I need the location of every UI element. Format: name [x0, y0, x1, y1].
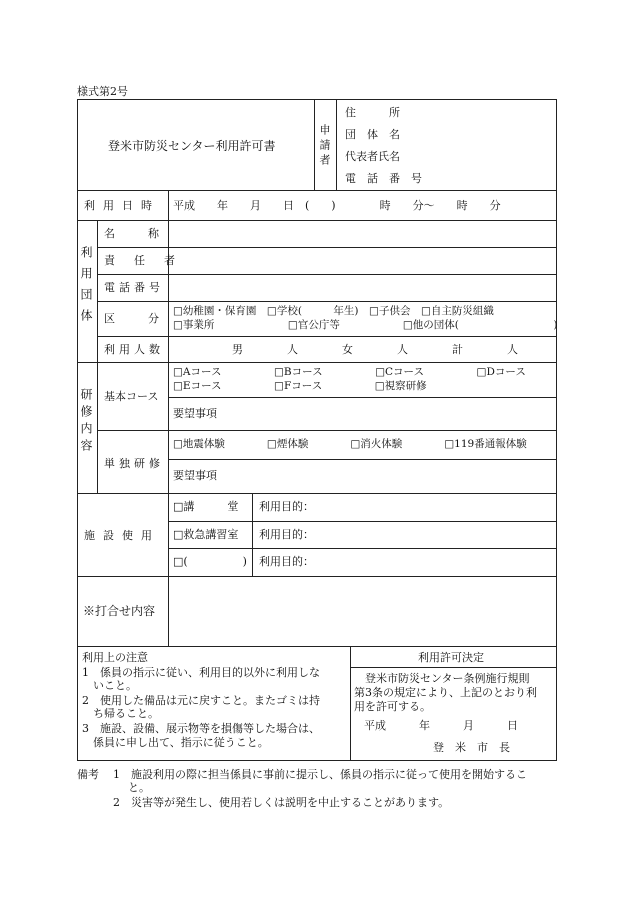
row-divider: [77, 362, 557, 363]
row-divider: [77, 646, 557, 647]
basic-course-options-line1[interactable]: □Aコース □Bコース □Cコース □Dコース: [173, 366, 526, 378]
column-divider: [350, 646, 351, 761]
single-training-request-label: 要望事項: [173, 469, 217, 482]
form-number: 様式第2号: [77, 85, 128, 98]
facility-hall-purpose: 利用目的：: [259, 500, 314, 513]
basic-course-label: 基本コース: [104, 390, 159, 403]
group-label: 利用団体: [79, 246, 93, 330]
usage-datetime-value[interactable]: 平成 年 月 日 ( ) 時 分〜 時 分: [173, 199, 501, 212]
applicant-phone-label: 電 話 番 号: [345, 172, 422, 185]
decision-text-line: 第3条の規定により、上記のとおり利: [354, 686, 537, 699]
column-divider: [336, 99, 337, 190]
row-divider: [97, 247, 557, 248]
form-title: 登米市防災センター利用許可書: [108, 139, 276, 153]
row-divider: [77, 493, 557, 494]
row-divider: [168, 521, 557, 522]
facility-other-purpose: 利用目的：: [259, 555, 314, 568]
row-divider: [97, 274, 557, 275]
group-manager-label: 責 任 者: [104, 254, 179, 267]
facility-hall-option[interactable]: □講 堂: [173, 500, 239, 513]
category-options-line1[interactable]: □幼稚園・保育園 □学校( 年生) □子供会 □自主防災組織: [173, 305, 494, 317]
applicant-group-name-label: 団 体 名: [345, 128, 400, 141]
column-divider: [97, 220, 98, 362]
usage-datetime-label: 利用日時: [84, 199, 160, 212]
category-options-line2[interactable]: □事業所 □官公庁等 □他の団体( ): [173, 319, 558, 331]
single-training-label: 単独研修: [104, 457, 164, 470]
decision-text-line: 登米市防災センター条例施行規則: [354, 672, 530, 685]
row-divider: [97, 336, 557, 337]
single-training-options[interactable]: □地震体験 □煙体験 □消火体験 □119番通報体験: [173, 438, 527, 450]
remark-line: と。: [128, 781, 150, 794]
remark-line: 1 施設利用の際に担当係員に事前に提示し、係員の指示に従って使用を開始するこ: [113, 768, 527, 781]
basic-course-options-line2[interactable]: □Eコース □Fコース □視察研修: [173, 380, 427, 392]
column-divider: [97, 362, 98, 493]
group-phone-label: 電話番号: [104, 281, 164, 294]
group-count-label: 利用人数: [104, 343, 164, 356]
row-divider: [168, 548, 557, 549]
mayor-signature: 登 米 市 長: [433, 741, 510, 754]
row-divider: [77, 190, 557, 191]
row-divider: [77, 576, 557, 577]
group-category-label: 区 分: [104, 312, 159, 325]
row-divider: [350, 667, 557, 668]
row-divider: [168, 397, 557, 398]
decision-text-line: 用を許可する。: [354, 700, 431, 713]
row-divider: [97, 430, 557, 431]
notes-title: 利用上の注意: [82, 651, 148, 664]
training-label: 研修内容: [79, 388, 93, 456]
note-line: ち帰ること。: [82, 707, 159, 720]
note-line: 1 係員の指示に従い、利用目的以外に利用しな: [82, 666, 320, 679]
column-divider: [252, 493, 253, 576]
decision-title: 利用許可決定: [418, 651, 484, 664]
remark-line: 2 災害等が発生し、使用若しくは説明を中止することがあります。: [113, 796, 450, 809]
row-divider: [77, 220, 557, 221]
applicant-label: 申請者: [318, 124, 331, 169]
note-line: 3 施設、設備、展示物等を損傷等した場合は、: [82, 722, 320, 735]
note-line: 係員に申し出て、指示に従うこと。: [82, 736, 269, 749]
basic-course-request-label: 要望事項: [173, 407, 217, 420]
facility-firstaid-purpose: 利用目的：: [259, 528, 314, 541]
decision-date: 平成 年 月 日: [364, 719, 518, 732]
group-count-value[interactable]: 男 人 女 人 計 人: [232, 343, 518, 356]
row-divider: [168, 459, 557, 460]
meeting-content-label: ※打合せ内容: [83, 604, 156, 618]
remarks-label: 備考: [77, 768, 99, 781]
facility-label: 施設使用: [84, 529, 160, 542]
note-line: いこと。: [82, 679, 137, 692]
facility-firstaid-option[interactable]: □救急講習室: [173, 528, 239, 541]
applicant-address-label: 住 所: [345, 106, 400, 119]
note-line: 2 使用した備品は元に戻すこと。またゴミは持: [82, 694, 320, 707]
group-name-label: 名 称: [104, 227, 159, 240]
row-divider: [97, 301, 557, 302]
facility-other-option[interactable]: □( ): [173, 555, 247, 568]
column-divider: [314, 99, 315, 190]
applicant-representative-label: 代表者氏名: [345, 150, 400, 163]
